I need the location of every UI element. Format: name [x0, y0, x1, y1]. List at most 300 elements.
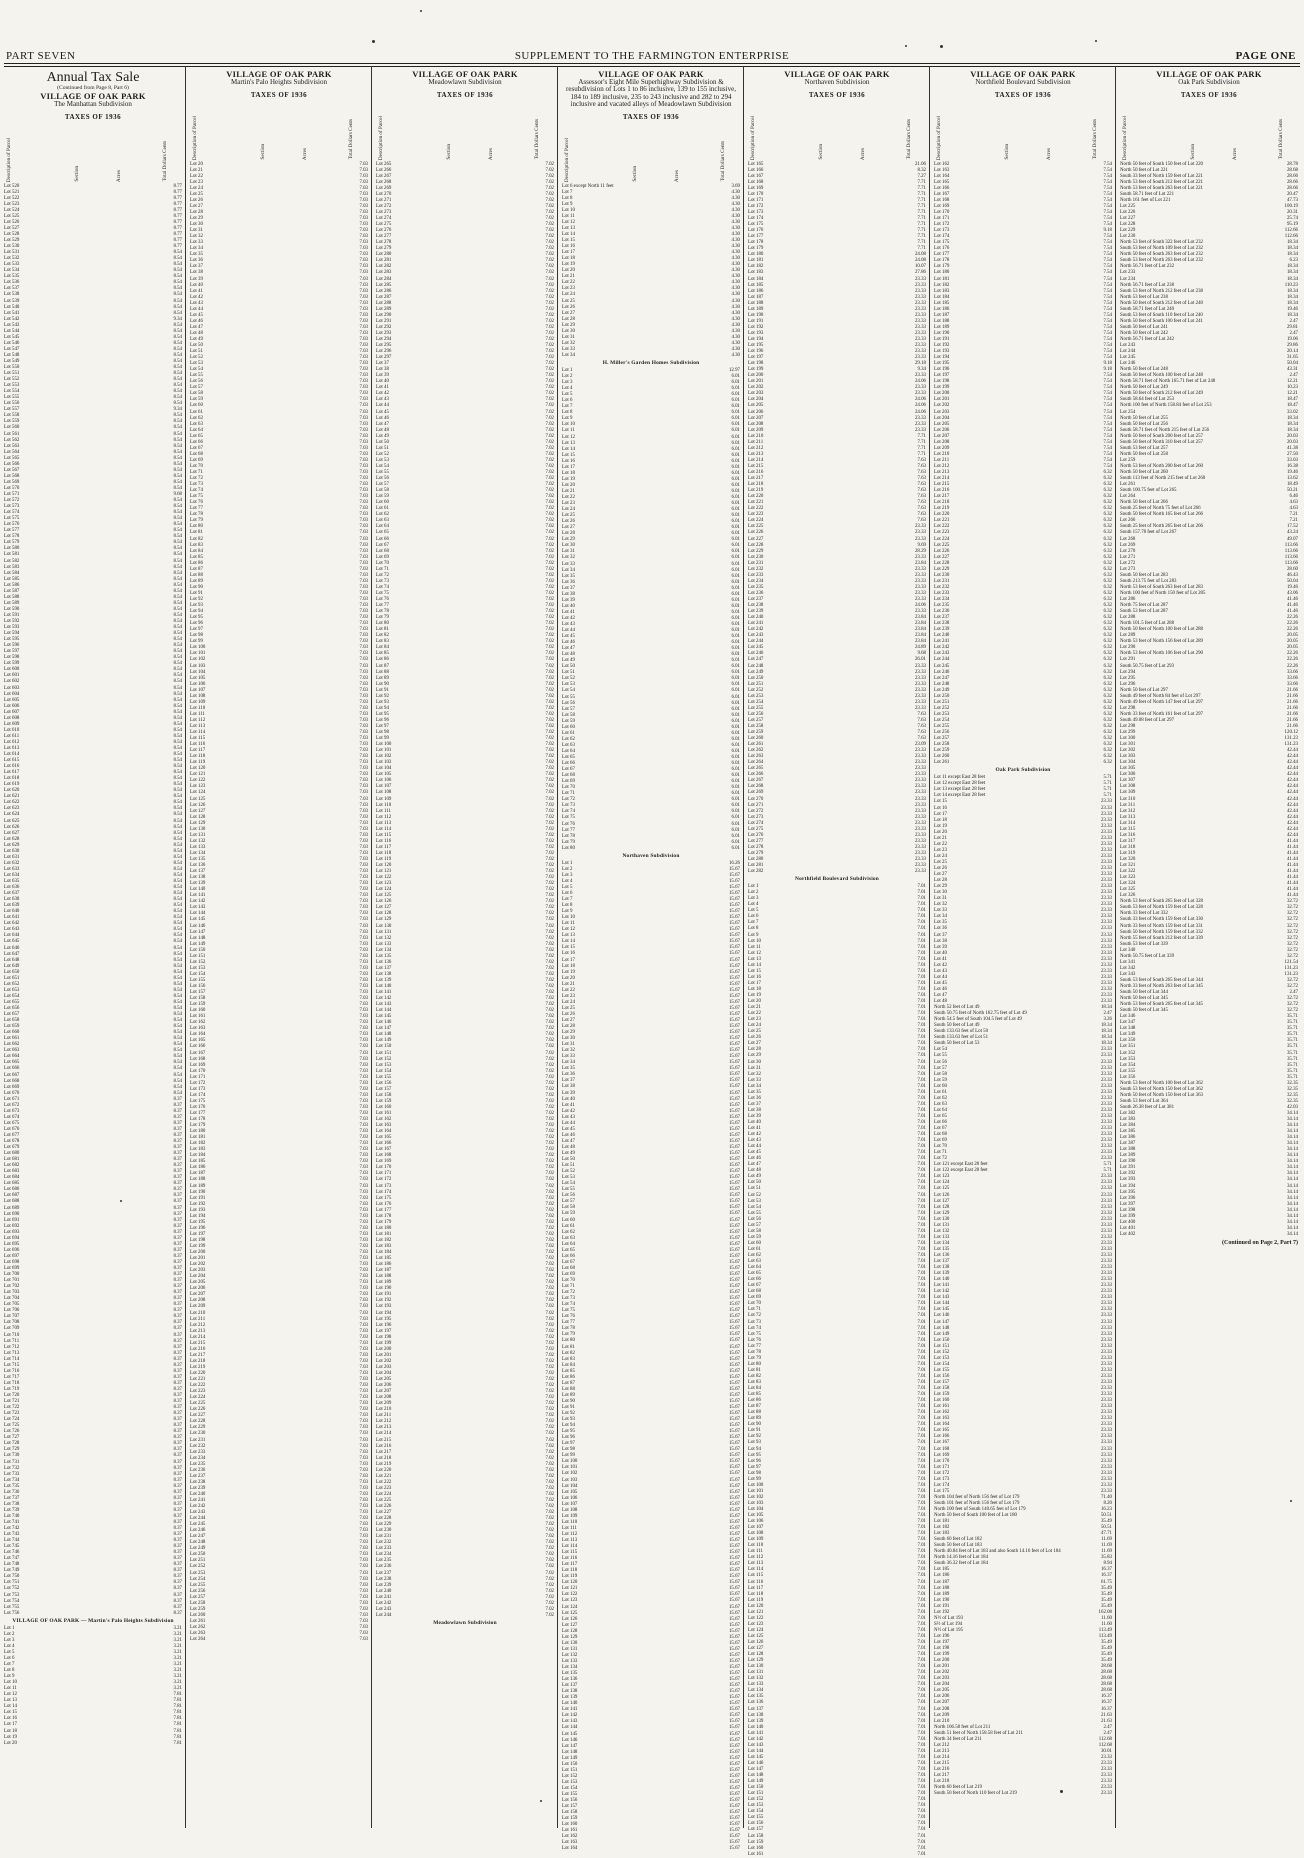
- parcel-description: Lot 34: [562, 568, 716, 574]
- parcel-description: Lot 699: [4, 1266, 158, 1272]
- parcel-description: Lot 115: [376, 833, 530, 839]
- parcel-description: Lot 202: [376, 1359, 530, 1365]
- tax-amount: 7.02: [530, 512, 554, 518]
- parcel-description: Lot 545: [4, 335, 158, 341]
- tax-amount: 7.03: [344, 1577, 368, 1583]
- tax-amount: 23.33: [902, 664, 926, 670]
- parcel-description: Lot 174: [934, 1483, 1088, 1489]
- tax-amount: 8.37: [158, 1357, 182, 1363]
- tax-amount: 24.06: [902, 603, 926, 609]
- parcel-description: Lot 16: [748, 975, 902, 981]
- tax-amount: 7.03: [344, 1226, 368, 1232]
- tax-amount: 6.01: [716, 574, 740, 580]
- parcel-description: Lot 71: [562, 791, 716, 797]
- tax-amount: 7.01: [902, 1646, 926, 1652]
- parcel-description: Lot 198: [376, 1335, 530, 1341]
- parcel-description: Lot 131: [748, 1670, 902, 1676]
- parcel-description: Lot 176: [190, 1105, 344, 1111]
- tax-amount: 7.02: [530, 621, 554, 627]
- parcel-description: Lot 32: [562, 1048, 716, 1054]
- parcel-description: Lot 222: [376, 1480, 530, 1486]
- tax-amount: 15.67: [716, 945, 740, 951]
- column-header: [376, 70, 554, 100]
- parcel-description: Lot 691: [4, 1218, 158, 1224]
- tax-amount: 8.54: [158, 323, 182, 329]
- parcel-description: Lot 61: [748, 1247, 902, 1253]
- parcel-description: Lot 50: [376, 440, 530, 446]
- parcel-description: Lot 133: [934, 1235, 1088, 1241]
- tax-amount: 23.84: [902, 633, 926, 639]
- parcel-description: Lot 255: [190, 1583, 344, 1589]
- parcel-description: Lot 523: [4, 202, 158, 208]
- tax-amount: 7.02: [530, 1425, 554, 1431]
- parcel-description: Lot 73: [748, 1320, 902, 1326]
- parcel-description: Lot 189: [190, 1184, 344, 1190]
- tax-amount: 7.01: [902, 1797, 926, 1803]
- parcel-description: Lot 59: [562, 719, 716, 725]
- tax-amount: 28.68: [1088, 1670, 1112, 1676]
- tax-amount: 23.33: [902, 349, 926, 355]
- tax-amount: 7.03: [344, 422, 368, 428]
- parcel-description: Lot 204: [376, 1371, 530, 1377]
- tax-amount: 7.63: [902, 712, 926, 718]
- tax-amount: 7.03: [344, 283, 368, 289]
- tax-amount: 15.67: [716, 1296, 740, 1302]
- tax-amount: 7.02: [530, 1014, 554, 1020]
- tax-amount: 15.67: [716, 1562, 740, 1568]
- tax-amount: 6.32: [1088, 664, 1112, 670]
- parcel-description: Lot 38: [190, 270, 344, 276]
- parcel-description: Lot 606: [4, 704, 158, 710]
- parcel-description: Lot 4: [4, 1644, 158, 1650]
- tax-amount: 7.03: [344, 246, 368, 252]
- parcel-description: Lot 153: [376, 1063, 530, 1069]
- tax-amount: 23.33: [902, 790, 926, 796]
- parcel-description: North 56.71 feet of Lot 232: [1120, 264, 1274, 270]
- tax-amount: 23.33: [1088, 1362, 1112, 1368]
- tax-amount: 23.33: [902, 416, 926, 422]
- tax-amount: 7.03: [344, 373, 368, 379]
- tax-amount: 8.37: [158, 1326, 182, 1332]
- tax-amount: 7.02: [530, 355, 554, 361]
- tax-amount: 7.01: [902, 945, 926, 951]
- parcel-description: Lot 189: [748, 307, 902, 313]
- parcel-description: Lot 139: [748, 1719, 902, 1725]
- parcel-description: North 50 feet of Lot 249: [1120, 385, 1274, 391]
- parcel-description: Lot 230: [1120, 234, 1274, 240]
- tax-amount: 7.02: [530, 700, 554, 706]
- parcel-description: Lot 228: [190, 1419, 344, 1425]
- tax-amount: 7.01: [902, 1555, 926, 1561]
- tax-amount: 23.33: [902, 307, 926, 313]
- parcel-description: Lot 82: [748, 1374, 902, 1380]
- parcel-description: Lot 125: [748, 1634, 902, 1640]
- parcel-description: Lot 86: [376, 657, 530, 663]
- parcel-description: Lot 243: [748, 633, 902, 639]
- tax-amount: 15.67: [716, 1514, 740, 1520]
- tax-amount: 18.34: [1274, 252, 1298, 258]
- tax-amount: 6.01: [716, 755, 740, 761]
- parcel-description: Lot 205: [934, 422, 1088, 428]
- column-header: [748, 70, 926, 100]
- tax-amount: 23.33: [1088, 963, 1112, 969]
- field-header: Description of Parcel: [378, 116, 384, 160]
- tax-amount: 23.33: [902, 863, 926, 869]
- parcel-description: Lot 72: [748, 1313, 902, 1319]
- tax-amount: 8.37: [158, 1115, 182, 1121]
- tax-amount: 7.02: [530, 627, 554, 633]
- tax-amount: 8.54: [158, 480, 182, 486]
- tax-amount: 8.37: [158, 1127, 182, 1133]
- column-header: [1120, 70, 1298, 100]
- parcel-description: Lot 273: [1120, 567, 1274, 573]
- tax-amount: 15.67: [716, 1115, 740, 1121]
- tax-amount: 23.33: [1088, 1483, 1112, 1489]
- parcel-description: Lot 73: [562, 1296, 716, 1302]
- parcel-description: Lot 180: [934, 270, 1088, 276]
- field-header: Total Dollars Cents: [1278, 119, 1284, 159]
- parcel-description: Lot 107: [562, 1502, 716, 1508]
- tax-amount: 8.54: [158, 262, 182, 268]
- parcel-description: Lot 184: [748, 277, 902, 283]
- tax-amount: 7.02: [530, 1165, 554, 1171]
- tax-amount: 15.67: [716, 1744, 740, 1750]
- tax-amount: 8.54: [158, 976, 182, 982]
- parcel-description: South 53 feet of Lot 257: [1120, 446, 1274, 452]
- parcel-description: Lot 169: [748, 186, 902, 192]
- parcel-description: Lot 173: [190, 1087, 344, 1093]
- parcel-description: Lot 35: [562, 1066, 716, 1072]
- tax-amount: 24.06: [902, 403, 926, 409]
- tax-amount: 23.33: [902, 676, 926, 682]
- parcel-description: Lot 716: [4, 1369, 158, 1375]
- tax-amount: 7.01: [902, 1247, 926, 1253]
- parcel-description: Lot 194: [748, 337, 902, 343]
- tax-amount: 23.33: [1088, 1356, 1112, 1362]
- parcel-description: Lot 28: [934, 878, 1088, 884]
- parcel-description: Lot 149: [190, 942, 344, 948]
- tax-amount: 23.33: [902, 748, 926, 754]
- parcel-description: Lot 630: [4, 849, 158, 855]
- tax-amount: 7.01: [902, 993, 926, 999]
- tax-amount: 6.32: [1088, 555, 1112, 561]
- tax-amount: 6.01: [716, 501, 740, 507]
- tax-amount: 8.54: [158, 371, 182, 377]
- parcel-description: Lot 142: [748, 1737, 902, 1743]
- tax-amount: 20.03: [1274, 434, 1298, 440]
- parcel-description: Lot 277: [748, 839, 902, 845]
- tax-amount: 8.54: [158, 305, 182, 311]
- parcel-description: Lot 688: [4, 1199, 158, 1205]
- parcel-description: Lot 28: [562, 531, 716, 537]
- tax-amount: 8.54: [158, 468, 182, 474]
- parcel-description: Lot 148: [748, 1773, 902, 1779]
- parcel-description: Lot 53: [562, 682, 716, 688]
- tax-amount: 15.67: [716, 1211, 740, 1217]
- parcel-description: Lot 233: [376, 1546, 530, 1552]
- parcel-description: Lot 2: [748, 890, 902, 896]
- parcel-description: Lot 236: [190, 1468, 344, 1474]
- parcel-description: Lot 36: [562, 1072, 716, 1078]
- parcel-description: Lot 8: [748, 926, 902, 932]
- parcel-description: Lot 61: [934, 1090, 1088, 1096]
- tax-amount: 7.01: [902, 1676, 926, 1682]
- tax-amount: 8.37: [158, 1199, 182, 1205]
- tax-amount: 7.02: [530, 264, 554, 270]
- tax-amount: 7.01: [902, 1731, 926, 1737]
- tax-amount: 8.37: [158, 1387, 182, 1393]
- village-name: VILLAGE OF OAK PARK: [190, 70, 368, 79]
- parcel-description: Lot 212: [934, 464, 1088, 470]
- parcel-description: Lot 108: [190, 694, 344, 700]
- parcel-description: Lot 27: [934, 872, 1088, 878]
- tax-amount: 7.01: [902, 1761, 926, 1767]
- tax-amount: 7.03: [344, 1504, 368, 1510]
- tax-amount: 15.67: [716, 1780, 740, 1786]
- tax-amount: 7.03: [344, 857, 368, 863]
- tax-amount: 8.54: [158, 389, 182, 395]
- parcel-description: Lot 196: [190, 1226, 344, 1232]
- tax-amount: 9.18: [1088, 367, 1112, 373]
- tax-amount: 23.33: [902, 337, 926, 343]
- parcel-description: Lot 653: [4, 988, 158, 994]
- parcel-description: Lot 68: [190, 452, 344, 458]
- parcel-description: Lot 115: [562, 1550, 716, 1556]
- tax-amount: 7.63: [902, 470, 926, 476]
- tax-amount: 15.67: [716, 1066, 740, 1072]
- tax-amount: 4.30: [716, 232, 740, 238]
- parcel-description: Lot 8: [4, 1668, 158, 1674]
- tax-amount: 18.34: [1274, 264, 1298, 270]
- parcel-description: Lot 229: [934, 567, 1088, 573]
- tax-amount: 15.67: [716, 1320, 740, 1326]
- parcel-description: North 104 feet of North 156 feet of Lot 179: [934, 1495, 1088, 1501]
- tax-amount: 23.33: [1088, 1453, 1112, 1459]
- tax-amount: 11.69: [1088, 1543, 1112, 1549]
- parcel-description: Lot 192: [190, 1202, 344, 1208]
- tax-amount: 7.02: [530, 283, 554, 289]
- parcel-description: Lot 22: [934, 842, 1088, 848]
- parcel-description: Lot 178: [748, 240, 902, 246]
- tax-amount: 6.32: [1088, 706, 1112, 712]
- tax-amount: 6.32: [1088, 476, 1112, 482]
- parcel-description: Lot 168: [748, 180, 902, 186]
- parcel-description: Lot 95: [376, 712, 530, 718]
- tax-amount: 7.81: [158, 1716, 182, 1722]
- tax-amount: 15.67: [716, 1816, 740, 1822]
- tax-amount: 15.67: [716, 1719, 740, 1725]
- tax-amount: 6.01: [716, 549, 740, 555]
- parcel-description: Lot 164: [190, 1032, 344, 1038]
- tax-amount: 6.01: [716, 646, 740, 652]
- parcel-description: Lot 206: [748, 410, 902, 416]
- parcel-description: Lot 157: [190, 990, 344, 996]
- tax-amount: 7.03: [344, 530, 368, 536]
- parcel-description: Lot 246: [748, 651, 902, 657]
- parcel-description: Lot 287: [376, 295, 530, 301]
- parcel-description: Lot 145: [190, 917, 344, 923]
- tax-amount: 7.02: [530, 857, 554, 863]
- tax-amount: 23.84: [902, 621, 926, 627]
- tax-amount: 7.02: [530, 633, 554, 639]
- parcel-description: Lot 692: [4, 1224, 158, 1230]
- tax-amount: 35.49: [1088, 1658, 1112, 1664]
- tax-amount: 15.67: [716, 1332, 740, 1338]
- parcel-description: Lot 593: [4, 625, 158, 631]
- parcel-description: Lot 65: [934, 1114, 1088, 1120]
- tax-amount: 15.67: [716, 1181, 740, 1187]
- parcel-description: Lot 156: [376, 1081, 530, 1087]
- tax-amount: 7.02: [530, 1238, 554, 1244]
- tax-amount: 7.02: [530, 1232, 554, 1238]
- parcel-description: Lot 203: [190, 1268, 344, 1274]
- parcel-description: Lot 1: [562, 861, 716, 867]
- tax-amount: 7.03: [344, 1625, 368, 1631]
- tax-amount: 7.01: [902, 1477, 926, 1483]
- parcel-description: Lot 205: [190, 1280, 344, 1286]
- parcel-description: Lot 26: [562, 1012, 716, 1018]
- parcel-description: Lot 75: [562, 1308, 716, 1314]
- tax-amount: 7.63: [902, 512, 926, 518]
- tax-amount: 7.02: [530, 561, 554, 567]
- tax-amount: 15.67: [716, 885, 740, 891]
- parcel-description: Lot 122: [562, 1592, 716, 1598]
- tax-amount: 8.54: [158, 837, 182, 843]
- tax-amount: 7.01: [902, 1301, 926, 1307]
- parcel-description: Lot 549: [4, 359, 158, 365]
- tax-amount: 6.01: [716, 809, 740, 815]
- parcel-description: Lot 17: [562, 958, 716, 964]
- tax-amount: 23.33: [1088, 933, 1112, 939]
- tax-amount: 7.03: [344, 1534, 368, 1540]
- parcel-description: Lot 233: [748, 573, 902, 579]
- parcel-description: Lot 111: [376, 809, 530, 815]
- tax-amount: 8.54: [158, 625, 182, 631]
- tax-amount: 15.67: [716, 1580, 740, 1586]
- parcel-description: Lot 7: [4, 1662, 158, 1668]
- tax-amount: 7.03: [344, 512, 368, 518]
- tax-amount: 8.54: [158, 952, 182, 958]
- tax-amount: 23.33: [1088, 1223, 1112, 1229]
- parcel-description: Lot 268: [1120, 537, 1274, 543]
- tax-amount: 7.03: [344, 470, 368, 476]
- tax-amount: 7.03: [344, 972, 368, 978]
- tax-amount: 7.02: [530, 476, 554, 482]
- parcel-description: Lot 4: [748, 902, 902, 908]
- parcel-description: Lot 143: [190, 905, 344, 911]
- parcel-description: Lot 223: [934, 530, 1088, 536]
- tax-amount: 15.67: [716, 1846, 740, 1852]
- tax-amount: 15.67: [716, 1145, 740, 1151]
- parcel-description: Lot 44: [190, 307, 344, 313]
- parcel-description: Lot 639: [4, 903, 158, 909]
- tax-amount: 6.01: [716, 525, 740, 531]
- tax-amount: 15.67: [716, 1006, 740, 1012]
- parcel-description: Lot 126: [376, 899, 530, 905]
- parcel-description: Lot 146: [748, 1761, 902, 1767]
- tax-amount: 7.03: [344, 651, 368, 657]
- parcel-description: Lot 734: [4, 1478, 158, 1484]
- parcel-description: Lot 201: [190, 1256, 344, 1262]
- tax-amount: 2.47: [1088, 1731, 1112, 1737]
- tax-amount: 7.54: [1088, 385, 1112, 391]
- tax-amount: 7.02: [530, 754, 554, 760]
- parcel-description: Lot 39: [934, 945, 1088, 951]
- tax-amount: 8.37: [158, 1175, 182, 1181]
- tax-amount: 15.67: [716, 1224, 740, 1230]
- tax-amount: 2.47: [1088, 1725, 1112, 1731]
- tax-amount: 7.54: [1088, 434, 1112, 440]
- parcel-description: Lot 238: [376, 1577, 530, 1583]
- parcel-description: South 50 feet of North 100 feet of Lot 248: [1120, 373, 1274, 379]
- tax-amount: 15.67: [716, 1072, 740, 1078]
- parcel-description: Lot 229: [1120, 228, 1274, 234]
- parcel-description: Lot 70: [562, 785, 716, 791]
- tax-amount: 95.19: [1274, 222, 1298, 228]
- tax-amount: 7.01: [902, 1090, 926, 1096]
- parcel-description: Lot 241: [376, 1595, 530, 1601]
- tax-amount: 6.01: [716, 392, 740, 398]
- parcel-description: Lot 185: [190, 1159, 344, 1165]
- tax-amount: 7.01: [902, 1440, 926, 1446]
- parcel-description: Lot 175: [376, 1196, 530, 1202]
- column-7-rows: [1120, 162, 1298, 1238]
- tax-amount: 8.37: [158, 1580, 182, 1586]
- tax-amount: 7.03: [344, 524, 368, 530]
- tax-amount: 7.54: [1088, 313, 1112, 319]
- parcel-description: Lot 203: [934, 1676, 1088, 1682]
- tax-amount: 6.01: [716, 604, 740, 610]
- parcel-description: Lot 70: [190, 464, 344, 470]
- column-6: [934, 70, 1112, 1825]
- tax-amount: 5.71: [1088, 1168, 1112, 1174]
- parcel-description: Lot 101: [748, 1489, 902, 1495]
- tax-amount: 7.03: [344, 754, 368, 760]
- tax-amount: 6.32: [1088, 730, 1112, 736]
- parcel-description: South 50 feet of Lot 49: [934, 1023, 1088, 1029]
- tax-amount: 7.71: [902, 446, 926, 452]
- parcel-description: Lot 94: [748, 1447, 902, 1453]
- parcel-description: Lot 250: [190, 1552, 344, 1558]
- tax-amount: 4.30: [716, 190, 740, 196]
- parcel-description: Lot 191: [934, 337, 1088, 343]
- tax-amount: 16.38: [1274, 464, 1298, 470]
- tax-amount: 15.67: [716, 1629, 740, 1635]
- parcel-description: Lot 163: [934, 168, 1088, 174]
- parcel-description: Lot 25: [562, 513, 716, 519]
- parcel-description: Lot 267: [748, 778, 902, 784]
- tax-amount: 18.49: [1274, 482, 1298, 488]
- parcel-description: Lot 225: [1120, 204, 1274, 210]
- parcel-description: Lot 244: [190, 1516, 344, 1522]
- tax-amount: 7.03: [344, 1613, 368, 1619]
- parcel-description: Lot 69: [934, 1138, 1088, 1144]
- tax-amount: 19.46: [1274, 470, 1298, 476]
- tax-amount: 9.68: [158, 492, 182, 498]
- tax-amount: 8.54: [158, 613, 182, 619]
- tax-amount: 7.02: [530, 397, 554, 403]
- parcel-description: Lot 632: [4, 861, 158, 867]
- parcel-description: Lot 603: [4, 686, 158, 692]
- parcel-description: Lot 248: [748, 664, 902, 670]
- parcel-description: Lot 36: [562, 580, 716, 586]
- tax-amount: 7.27: [902, 174, 926, 180]
- subdivision-label: Meadowlawn Subdivision: [376, 1619, 554, 1628]
- parcel-description: Lot 184: [376, 1250, 530, 1256]
- parcel-description: Lot 70: [934, 1144, 1088, 1150]
- tax-amount: 20.14: [1274, 349, 1298, 355]
- parcel-description: Lot 270: [376, 192, 530, 198]
